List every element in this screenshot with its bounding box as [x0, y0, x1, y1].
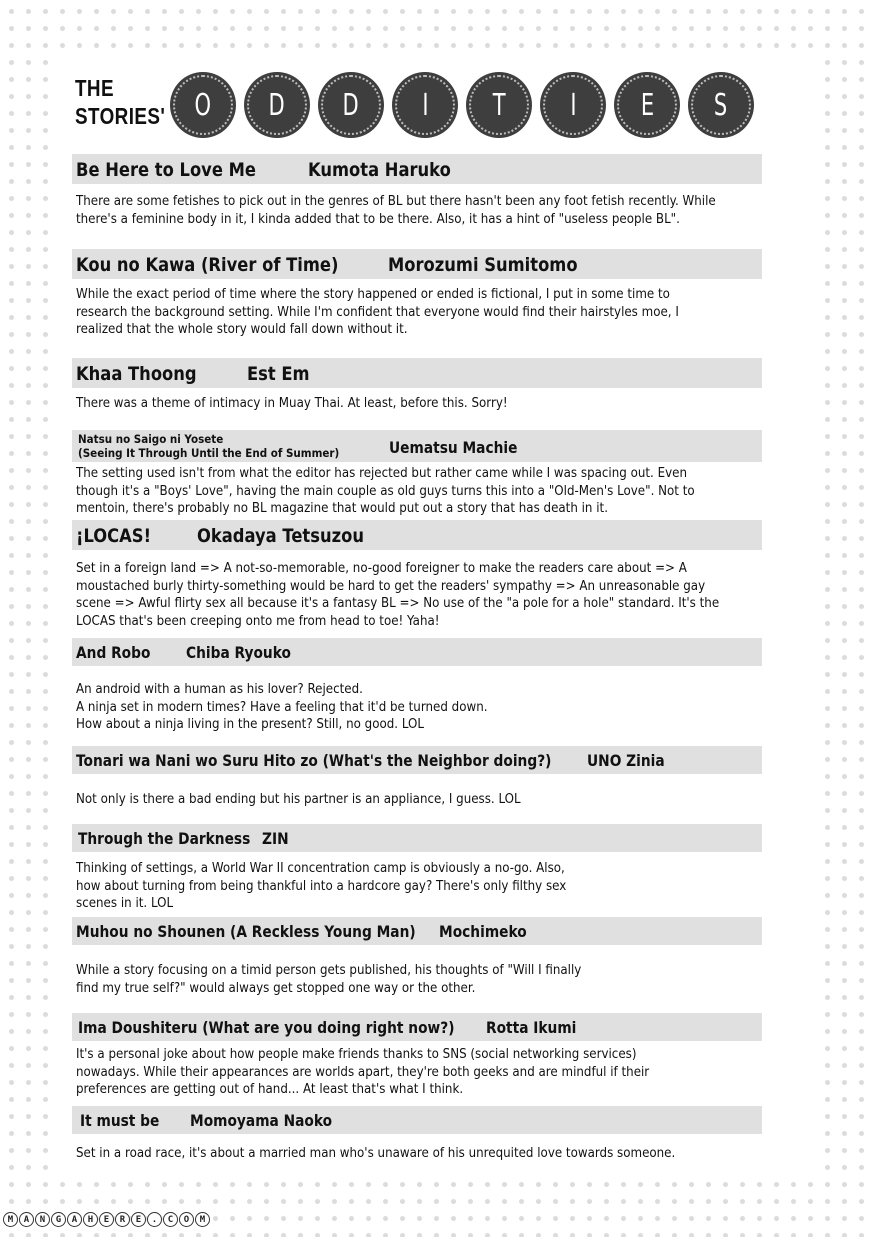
oddities-letter-t: T — [466, 72, 532, 138]
story-title: Be Here to Love Me — [76, 159, 256, 181]
story-title: ¡LOCAS! — [76, 525, 152, 547]
story-title: It must be — [80, 1111, 160, 1130]
oddities-letter-i2: I — [540, 72, 606, 138]
story-comment: There was a theme of intimacy in Muay Thai. At least, before this. Sorry! — [76, 395, 508, 411]
oddities-letter-d2: D — [318, 72, 384, 138]
story-author: Morozumi Sumitomo — [388, 254, 578, 276]
header-title — [75, 74, 165, 130]
story-comment: It's a personal joke about how people make friends thanks to SNS (social networking services) nowadays. While their appearances are worlds apart, they're both geeks and are mindful if their preferences are getting out of hand... At least that's what I think. — [76, 1046, 650, 1097]
story-title: Tonari wa Nani wo Suru Hito zo (What's the Neighbor doing?) — [76, 751, 552, 770]
story-title: Muhou no Shounen (A Reckless Young Man) — [76, 922, 416, 941]
story-comment: Not only is there a bad ending but his partner is an appliance, I guess. LOL — [76, 791, 521, 807]
story-comment: Set in a road race, it's about a married man who's unaware of his unrequited love towards someone. — [76, 1145, 676, 1161]
story-author: Mochimeko — [439, 922, 527, 941]
oddities-letter-i1: I — [392, 72, 458, 138]
story-author: Momoyama Naoko — [190, 1111, 333, 1130]
oddities-letter-s: S — [688, 72, 754, 138]
story-title: Khaa Thoong — [76, 363, 197, 385]
oddities-letter-d1: D — [244, 72, 310, 138]
story-title: Kou no Kawa (River of Time) — [76, 254, 339, 276]
story-comment: While the exact period of time where the story happened or ended is fictional, I put in some time to research the background setting. While I'm confident that everyone would find their hairstyles moe, I realized that the whole story would fall down without it. — [76, 286, 679, 337]
story-author: ZIN — [262, 829, 289, 848]
section-title-bar — [72, 638, 762, 666]
story-author: Kumota Haruko — [308, 159, 451, 181]
story-title: Through the Darkness — [78, 829, 251, 848]
header-line-2: STORIES' — [75, 103, 166, 129]
story-author: Chiba Ryouko — [186, 643, 291, 662]
story-title: Natsu no Saigo ni Yosete (Seeing It Through Until the End of Summer) — [78, 432, 340, 460]
story-comment: Set in a foreign land => A not-so-memorable, no-good foreigner to make the readers care about => A moustached burly thirty-something would be hard to get the readers' sympathy => An unreasonable gay scene => Awful flirty sex all because it's a fantasy BL => No use of the "a pole for a hole" standard. It's the LOCAS that's been creeping onto me from head to toe! Yaha! — [76, 560, 720, 629]
story-author: Okadaya Tetsuzou — [197, 525, 364, 547]
story-comment: While a story focusing on a timid person gets published, his thoughts of "Will I finally find my true self?" would always get stopped one way or the other. — [76, 962, 582, 996]
page-header — [75, 72, 795, 142]
site-watermark: M A N G A H E R E . C O M — [3, 1212, 210, 1227]
story-title: Ima Doushiteru (What are you doing right now?) — [78, 1018, 455, 1037]
story-author: Uematsu Machie — [389, 438, 518, 457]
story-author: Est Em — [247, 363, 310, 385]
section-title-bar — [72, 520, 762, 550]
story-comment: Thinking of settings, a World War II concentration camp is obviously a no-go. Also, how about turning from being thankful into a hardcore gay? There's only filthy sex scenes in it. LOL — [76, 860, 567, 911]
story-comment: The setting used isn't from what the editor has rejected but rather came while I was spacing out. Even though it's a "Boys' Love", having the main couple as old guys turns this into a "Old-Men's Love". Not to mentoin, there's probably no BL magazine that would put out a story that has death in it. — [76, 465, 695, 516]
section-title-bar — [72, 1106, 762, 1134]
story-comment: There are some fetishes to pick out in the genres of BL but there hasn't been any foot fetish recently. While there's a feminine body in it, I kinda added that to be there. Also, it has a hint of "useless people BL". — [76, 193, 716, 227]
header-line-1: THE — [75, 75, 114, 101]
oddities-letter-o: O — [170, 72, 236, 138]
story-author: Rotta Ikumi — [486, 1018, 577, 1037]
story-comment: An android with a human as his lover? Rejected. A ninja set in modern times? Have a feeling that it'd be turned down. How about a ninja living in the present? Still, no good. LOL — [76, 681, 488, 732]
story-title: And Robo — [76, 643, 151, 662]
story-author: UNO Zinia — [587, 751, 665, 770]
oddities-letter-e: E — [614, 72, 680, 138]
